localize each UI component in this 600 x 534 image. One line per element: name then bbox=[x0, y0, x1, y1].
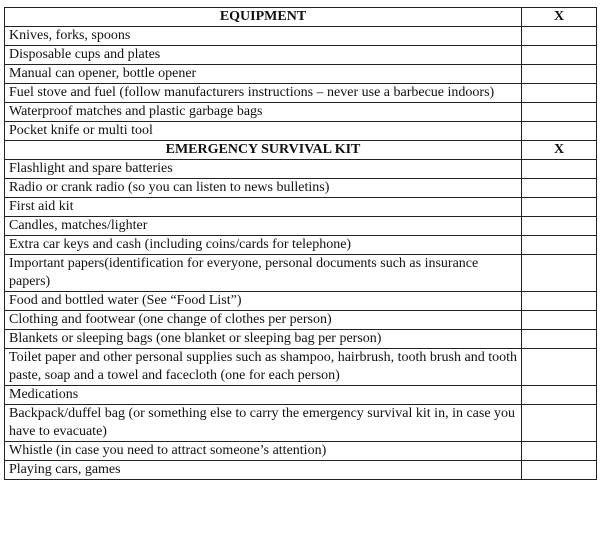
item-label: Medications bbox=[5, 386, 522, 405]
check-cell[interactable] bbox=[522, 217, 597, 236]
section-header-equipment bbox=[5, 8, 597, 27]
item-label: Food and bottled water (See “Food List”) bbox=[5, 292, 522, 311]
checklist-body bbox=[5, 8, 597, 480]
check-cell[interactable] bbox=[522, 84, 597, 103]
check-cell[interactable] bbox=[522, 236, 597, 255]
checklist-row bbox=[5, 179, 597, 198]
checklist-row bbox=[5, 292, 597, 311]
checklist-row bbox=[5, 46, 597, 65]
item-label: Flashlight and spare batteries bbox=[5, 160, 522, 179]
check-cell[interactable] bbox=[522, 330, 597, 349]
check-cell[interactable] bbox=[522, 179, 597, 198]
check-cell[interactable] bbox=[522, 65, 597, 84]
checklist-row bbox=[5, 349, 597, 386]
checklist-row bbox=[5, 255, 597, 292]
check-cell[interactable] bbox=[522, 255, 597, 292]
item-label: Important papers(identification for everyone, personal documents such as insurance papers) bbox=[5, 255, 522, 292]
check-cell[interactable] bbox=[522, 461, 597, 480]
checklist-row bbox=[5, 442, 597, 461]
section-title: EMERGENCY SURVIVAL KIT bbox=[5, 141, 522, 160]
checklist-row bbox=[5, 27, 597, 46]
checklist-row bbox=[5, 405, 597, 442]
item-label: Fuel stove and fuel (follow manufacturers instructions – never use a barbecue indoors) bbox=[5, 84, 522, 103]
check-cell[interactable] bbox=[522, 442, 597, 461]
item-label: Backpack/duffel bag (or something else to carry the emergency survival kit in, in case you have to evacuate) bbox=[5, 405, 522, 442]
section-title: EQUIPMENT bbox=[5, 8, 522, 27]
check-column-header: X bbox=[522, 141, 597, 160]
checklist-row bbox=[5, 122, 597, 141]
checklist-row bbox=[5, 311, 597, 330]
item-label: Disposable cups and plates bbox=[5, 46, 522, 65]
check-cell[interactable] bbox=[522, 405, 597, 442]
checklist-row bbox=[5, 330, 597, 349]
item-label: Candles, matches/lighter bbox=[5, 217, 522, 236]
checklist-row bbox=[5, 198, 597, 217]
item-label: Pocket knife or multi tool bbox=[5, 122, 522, 141]
checklist-row bbox=[5, 461, 597, 480]
item-label: Extra car keys and cash (including coins/cards for telephone) bbox=[5, 236, 522, 255]
checklist-row bbox=[5, 386, 597, 405]
check-cell[interactable] bbox=[522, 386, 597, 405]
checklist-table bbox=[4, 7, 597, 480]
check-cell[interactable] bbox=[522, 349, 597, 386]
item-label: First aid kit bbox=[5, 198, 522, 217]
item-label: Radio or crank radio (so you can listen to news bulletins) bbox=[5, 179, 522, 198]
section-header-emergency-survival-kit bbox=[5, 141, 597, 160]
check-cell[interactable] bbox=[522, 122, 597, 141]
checklist-row bbox=[5, 160, 597, 179]
checklist-row bbox=[5, 236, 597, 255]
item-label: Playing cars, games bbox=[5, 461, 522, 480]
checklist-row bbox=[5, 103, 597, 122]
check-cell[interactable] bbox=[522, 311, 597, 330]
item-label: Toilet paper and other personal supplies such as shampoo, hairbrush, tooth brush and tooth paste, soap and a towel and facecloth (one for each person) bbox=[5, 349, 522, 386]
item-label: Whistle (in case you need to attract someone’s attention) bbox=[5, 442, 522, 461]
item-label: Clothing and footwear (one change of clothes per person) bbox=[5, 311, 522, 330]
check-cell[interactable] bbox=[522, 103, 597, 122]
item-label: Manual can opener, bottle opener bbox=[5, 65, 522, 84]
checklist-row bbox=[5, 84, 597, 103]
check-cell[interactable] bbox=[522, 160, 597, 179]
item-label: Knives, forks, spoons bbox=[5, 27, 522, 46]
checklist-row bbox=[5, 217, 597, 236]
item-label: Blankets or sleeping bags (one blanket or sleeping bag per person) bbox=[5, 330, 522, 349]
check-cell[interactable] bbox=[522, 198, 597, 217]
check-cell[interactable] bbox=[522, 292, 597, 311]
check-cell[interactable] bbox=[522, 46, 597, 65]
checklist-row bbox=[5, 65, 597, 84]
item-label: Waterproof matches and plastic garbage bags bbox=[5, 103, 522, 122]
check-cell[interactable] bbox=[522, 27, 597, 46]
check-column-header: X bbox=[522, 8, 597, 27]
